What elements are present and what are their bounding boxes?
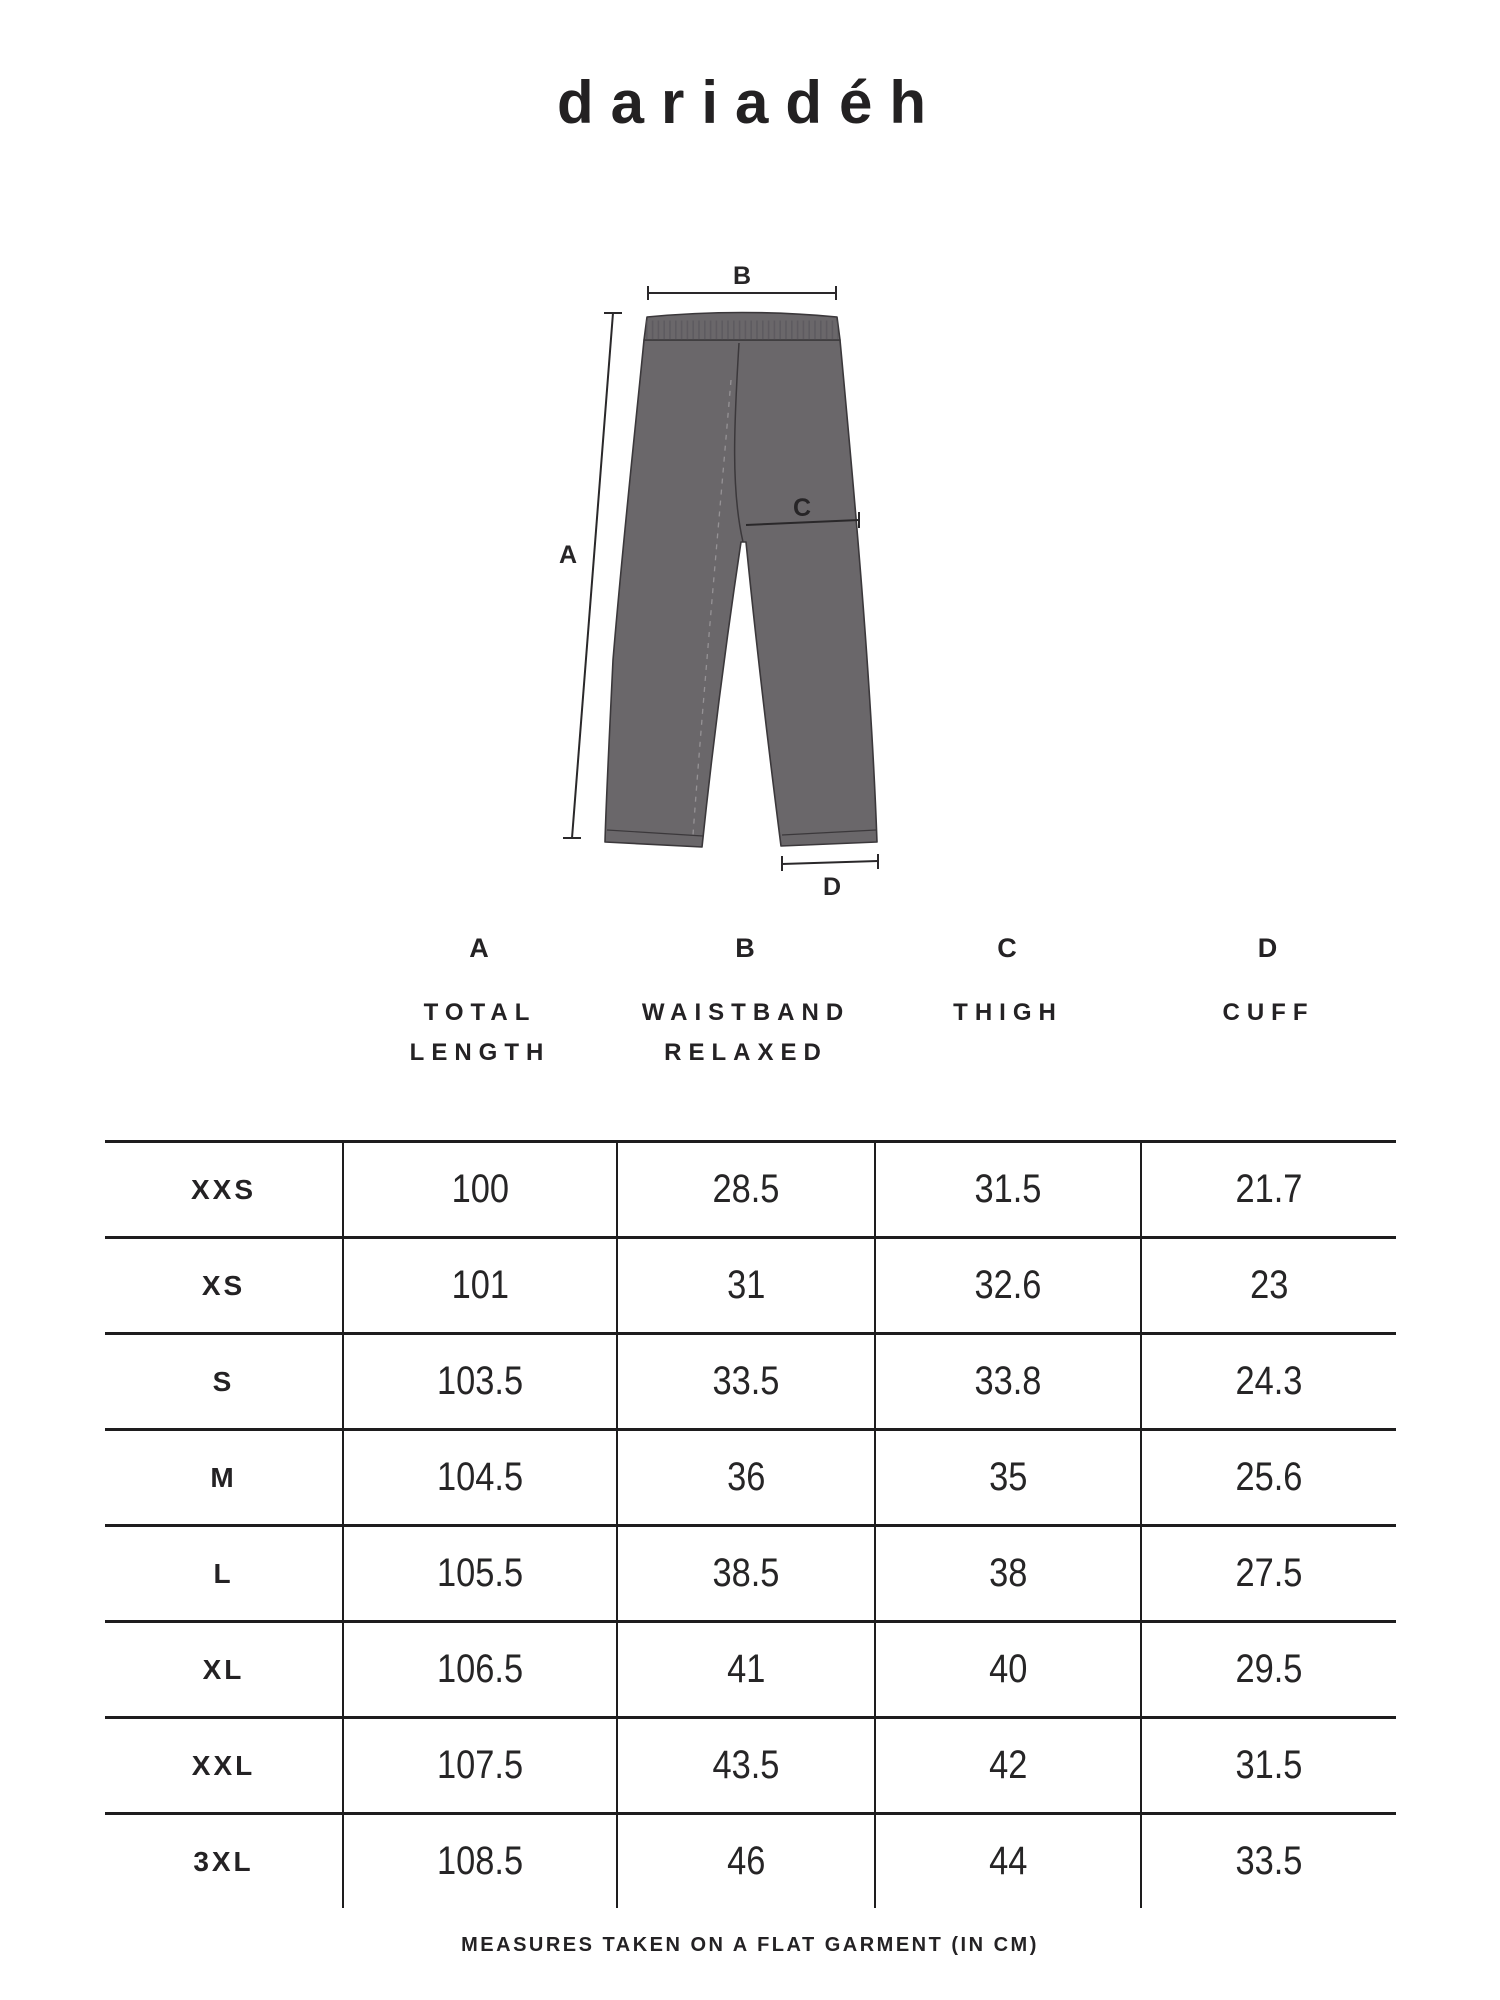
header-col-d: [1141, 933, 1396, 1140]
pants-measurement-diagram: [450, 190, 930, 910]
column-letter-b: B: [735, 933, 757, 963]
column-label-a-line2: LENGTH: [409, 1039, 551, 1066]
value-cuff: 21.7: [1141, 1142, 1396, 1238]
table-row-xl: [105, 1622, 1396, 1718]
measurement-note: MEASURES TAKEN ON A FLAT GARMENT (IN CM): [461, 1934, 1039, 1956]
value-total-length: 108.5: [343, 1814, 617, 1909]
table-row-xxs: [105, 1142, 1396, 1238]
table-row-3xl: [105, 1814, 1396, 1909]
value-cuff: 24.3: [1141, 1334, 1396, 1430]
header-col-c: [875, 933, 1141, 1140]
value-thigh: 31.5: [875, 1142, 1141, 1238]
value-cuff: 25.6: [1141, 1430, 1396, 1526]
value-waistband: 43.5: [617, 1718, 875, 1814]
value-waistband: 28.5: [617, 1142, 875, 1238]
column-letter-d: D: [1257, 933, 1280, 963]
size-label: 3XL: [193, 1845, 254, 1877]
value-waistband: 33.5: [617, 1334, 875, 1430]
table-row-xs: [105, 1238, 1396, 1334]
header-col-b: [617, 933, 875, 1140]
size-label: XS: [201, 1269, 246, 1301]
column-label-c-line1: THIGH: [953, 999, 1063, 1026]
value-waistband: 36: [617, 1430, 875, 1526]
value-thigh: 44: [875, 1814, 1141, 1909]
value-thigh: 35: [875, 1430, 1141, 1526]
column-letter-a: A: [469, 933, 491, 963]
table-row-l: [105, 1526, 1396, 1622]
value-waistband: 38.5: [617, 1526, 875, 1622]
value-waistband: 41: [617, 1622, 875, 1718]
column-label-b-line1: WAISTBAND: [641, 999, 851, 1026]
pants-sketch-svg: [450, 190, 930, 910]
value-total-length: 101: [343, 1238, 617, 1334]
value-waistband: 31: [617, 1238, 875, 1334]
size-label: XL: [202, 1653, 245, 1685]
value-cuff: 33.5: [1141, 1814, 1396, 1909]
value-cuff: 23: [1141, 1238, 1396, 1334]
size-chart-table: [105, 1140, 1396, 1908]
value-total-length: 100: [343, 1142, 617, 1238]
value-thigh: 42: [875, 1718, 1141, 1814]
dimension-d-line: [782, 854, 878, 871]
dimension-c-label: C: [792, 494, 812, 522]
table-row-xxl: [105, 1718, 1396, 1814]
value-cuff: 31.5: [1141, 1718, 1396, 1814]
value-total-length: 106.5: [343, 1622, 617, 1718]
brand-logo: dariadéh: [556, 69, 944, 136]
value-waistband: 46: [617, 1814, 875, 1909]
value-total-length: 107.5: [343, 1718, 617, 1814]
value-cuff: 29.5: [1141, 1622, 1396, 1718]
value-total-length: 104.5: [343, 1430, 617, 1526]
value-cuff: 27.5: [1141, 1526, 1396, 1622]
size-label: XXS: [190, 1173, 257, 1205]
size-label: S: [212, 1365, 235, 1397]
dimension-d-label: D: [822, 873, 842, 901]
column-letter-c: C: [997, 933, 1019, 963]
size-label: M: [210, 1461, 237, 1493]
dimension-a-label: A: [558, 541, 578, 569]
value-thigh: 33.8: [875, 1334, 1141, 1430]
header-col-size: [105, 933, 343, 1140]
value-total-length: 103.5: [343, 1334, 617, 1430]
size-label: XXL: [191, 1749, 256, 1781]
size-label: L: [213, 1557, 234, 1589]
value-thigh: 32.6: [875, 1238, 1141, 1334]
column-label-a-line1: TOTAL: [423, 999, 537, 1026]
value-total-length: 105.5: [343, 1526, 617, 1622]
column-label-d-line1: CUFF: [1222, 999, 1315, 1026]
size-table-header: [105, 933, 1396, 1140]
column-label-b-line2: RELAXED: [664, 1039, 828, 1066]
value-thigh: 38: [875, 1526, 1141, 1622]
pants-body-shape: [605, 340, 877, 847]
table-row-m: [105, 1430, 1396, 1526]
dimension-b-label: B: [732, 262, 752, 290]
waistband-shape: [644, 313, 840, 341]
table-row-s: [105, 1334, 1396, 1430]
value-thigh: 40: [875, 1622, 1141, 1718]
header-col-a: [343, 933, 617, 1140]
